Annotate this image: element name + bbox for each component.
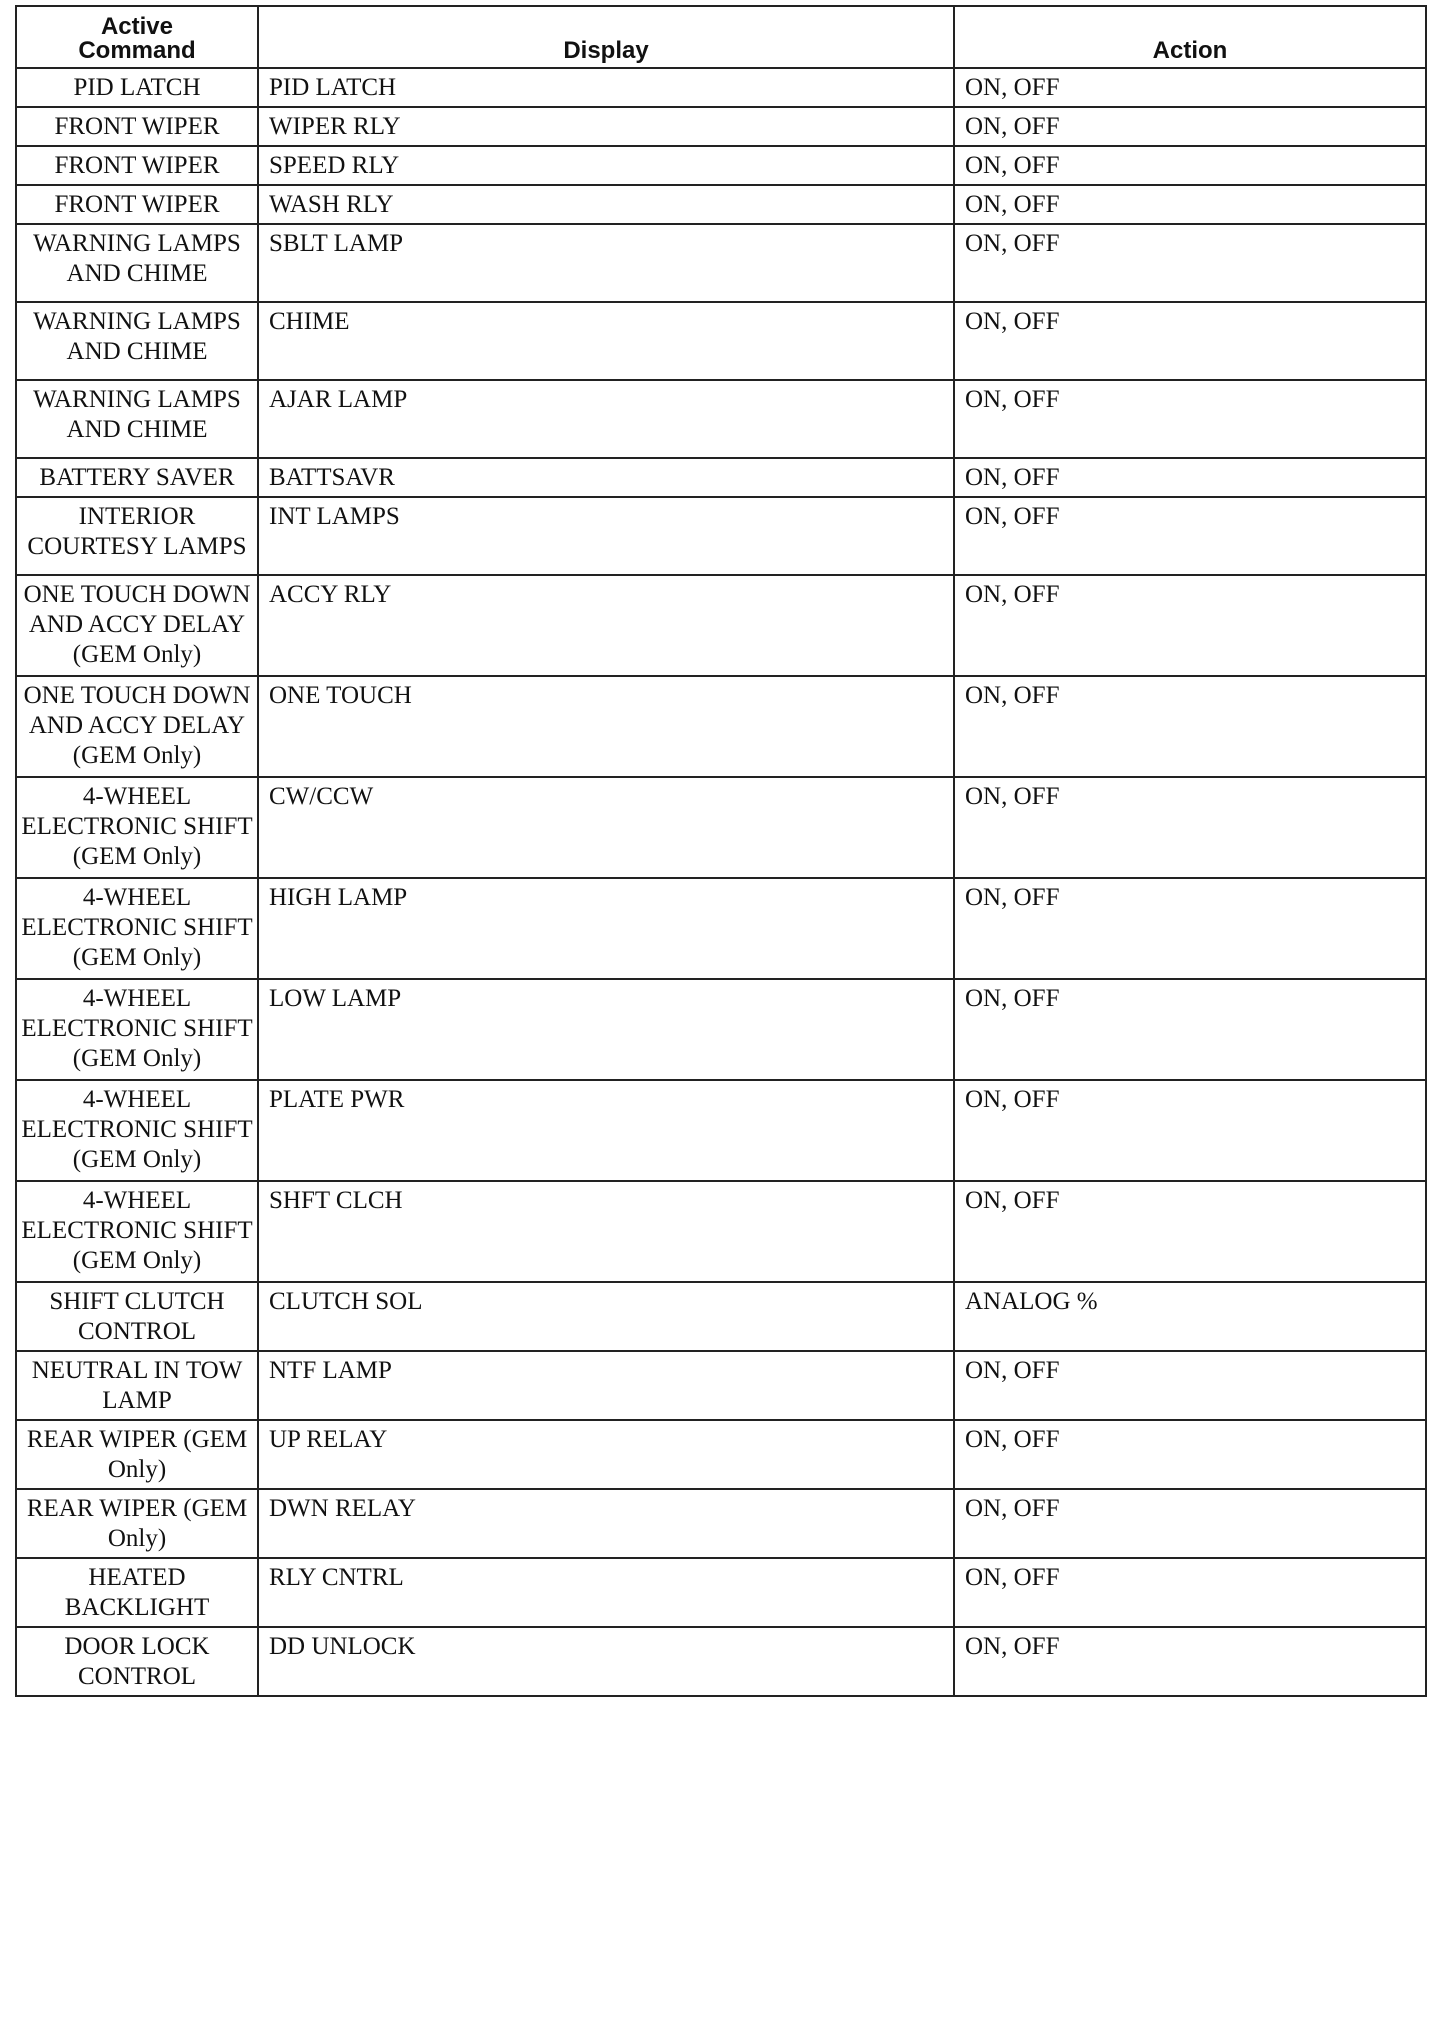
display-cell: CLUTCH SOL <box>258 1282 954 1351</box>
display-cell: ACCY RLY <box>258 575 954 676</box>
table-row <box>16 676 1426 777</box>
active-command-table-container <box>15 5 1425 1697</box>
action-cell: ON, OFF <box>954 458 1426 497</box>
command-cell: REAR WIPER (GEM Only) <box>16 1489 258 1558</box>
command-cell: NEUTRAL IN TOW LAMP <box>16 1351 258 1420</box>
table-row <box>16 1181 1426 1282</box>
action-cell: ON, OFF <box>954 878 1426 979</box>
table-row <box>16 777 1426 878</box>
command-cell: 4-WHEEL ELECTRONIC SHIFT (GEM Only) <box>16 1080 258 1181</box>
command-cell: HEATED BACKLIGHT <box>16 1558 258 1627</box>
header-row <box>16 6 1426 68</box>
table-body <box>16 68 1426 1696</box>
display-cell: ONE TOUCH <box>258 676 954 777</box>
display-cell: SHFT CLCH <box>258 1181 954 1282</box>
table-row <box>16 302 1426 380</box>
action-cell: ON, OFF <box>954 1080 1426 1181</box>
command-cell: DOOR LOCK CONTROL <box>16 1627 258 1696</box>
action-cell: ON, OFF <box>954 1627 1426 1696</box>
table-row <box>16 146 1426 185</box>
command-cell: BATTERY SAVER <box>16 458 258 497</box>
table-row <box>16 380 1426 458</box>
display-cell: BATTSAVR <box>258 458 954 497</box>
display-cell: WIPER RLY <box>258 107 954 146</box>
action-cell: ON, OFF <box>954 1181 1426 1282</box>
command-cell: WARNING LAMPS AND CHIME <box>16 380 258 458</box>
command-cell: FRONT WIPER <box>16 185 258 224</box>
command-cell: WARNING LAMPS AND CHIME <box>16 302 258 380</box>
display-cell: LOW LAMP <box>258 979 954 1080</box>
display-cell: RLY CNTRL <box>258 1558 954 1627</box>
table-row <box>16 68 1426 107</box>
action-cell: ON, OFF <box>954 979 1426 1080</box>
action-cell: ON, OFF <box>954 1351 1426 1420</box>
command-cell: 4-WHEEL ELECTRONIC SHIFT (GEM Only) <box>16 777 258 878</box>
action-cell: ON, OFF <box>954 497 1426 575</box>
display-cell: PLATE PWR <box>258 1080 954 1181</box>
command-cell: FRONT WIPER <box>16 107 258 146</box>
table-row <box>16 1489 1426 1558</box>
table-row <box>16 497 1426 575</box>
action-cell: ON, OFF <box>954 146 1426 185</box>
display-cell: SPEED RLY <box>258 146 954 185</box>
table-row <box>16 1558 1426 1627</box>
command-cell: 4-WHEEL ELECTRONIC SHIFT (GEM Only) <box>16 878 258 979</box>
header-command-line1: Active <box>100 13 174 40</box>
display-cell: AJAR LAMP <box>258 380 954 458</box>
command-cell: 4-WHEEL ELECTRONIC SHIFT (GEM Only) <box>16 1181 258 1282</box>
command-cell: PID LATCH <box>16 68 258 107</box>
display-cell: WASH RLY <box>258 185 954 224</box>
command-cell: ONE TOUCH DOWN AND ACCY DELAY (GEM Only) <box>16 676 258 777</box>
table-row <box>16 1627 1426 1696</box>
table-row <box>16 575 1426 676</box>
display-cell: PID LATCH <box>258 68 954 107</box>
display-cell: DWN RELAY <box>258 1489 954 1558</box>
action-cell: ANALOG % <box>954 1282 1426 1351</box>
command-cell: FRONT WIPER <box>16 146 258 185</box>
display-cell: NTF LAMP <box>258 1351 954 1420</box>
action-cell: ON, OFF <box>954 185 1426 224</box>
display-cell: CW/CCW <box>258 777 954 878</box>
action-cell: ON, OFF <box>954 302 1426 380</box>
action-cell: ON, OFF <box>954 380 1426 458</box>
command-cell: ONE TOUCH DOWN AND ACCY DELAY (GEM Only) <box>16 575 258 676</box>
command-cell: WARNING LAMPS AND CHIME <box>16 224 258 302</box>
action-cell: ON, OFF <box>954 224 1426 302</box>
table-row <box>16 1351 1426 1420</box>
table-row <box>16 979 1426 1080</box>
header-action: Action <box>954 6 1426 68</box>
action-cell: ON, OFF <box>954 107 1426 146</box>
display-cell: INT LAMPS <box>258 497 954 575</box>
display-cell: CHIME <box>258 302 954 380</box>
header-command-line2: Command <box>78 37 196 64</box>
table-row <box>16 185 1426 224</box>
table-row <box>16 107 1426 146</box>
table-row <box>16 1080 1426 1181</box>
action-cell: ON, OFF <box>954 1558 1426 1627</box>
action-cell: ON, OFF <box>954 1420 1426 1489</box>
action-cell: ON, OFF <box>954 777 1426 878</box>
header-active-command <box>16 6 258 68</box>
table-row <box>16 1282 1426 1351</box>
display-cell: UP RELAY <box>258 1420 954 1489</box>
action-cell: ON, OFF <box>954 676 1426 777</box>
active-command-table <box>15 5 1427 1697</box>
command-cell: SHIFT CLUTCH CONTROL <box>16 1282 258 1351</box>
table-row <box>16 458 1426 497</box>
display-cell: DD UNLOCK <box>258 1627 954 1696</box>
table-row <box>16 1420 1426 1489</box>
display-cell: HIGH LAMP <box>258 878 954 979</box>
table-row <box>16 878 1426 979</box>
header-display: Display <box>258 6 954 68</box>
display-cell: SBLT LAMP <box>258 224 954 302</box>
command-cell: INTERIOR COURTESY LAMPS <box>16 497 258 575</box>
command-cell: REAR WIPER (GEM Only) <box>16 1420 258 1489</box>
action-cell: ON, OFF <box>954 1489 1426 1558</box>
command-cell: 4-WHEEL ELECTRONIC SHIFT (GEM Only) <box>16 979 258 1080</box>
table-row <box>16 224 1426 302</box>
action-cell: ON, OFF <box>954 68 1426 107</box>
action-cell: ON, OFF <box>954 575 1426 676</box>
